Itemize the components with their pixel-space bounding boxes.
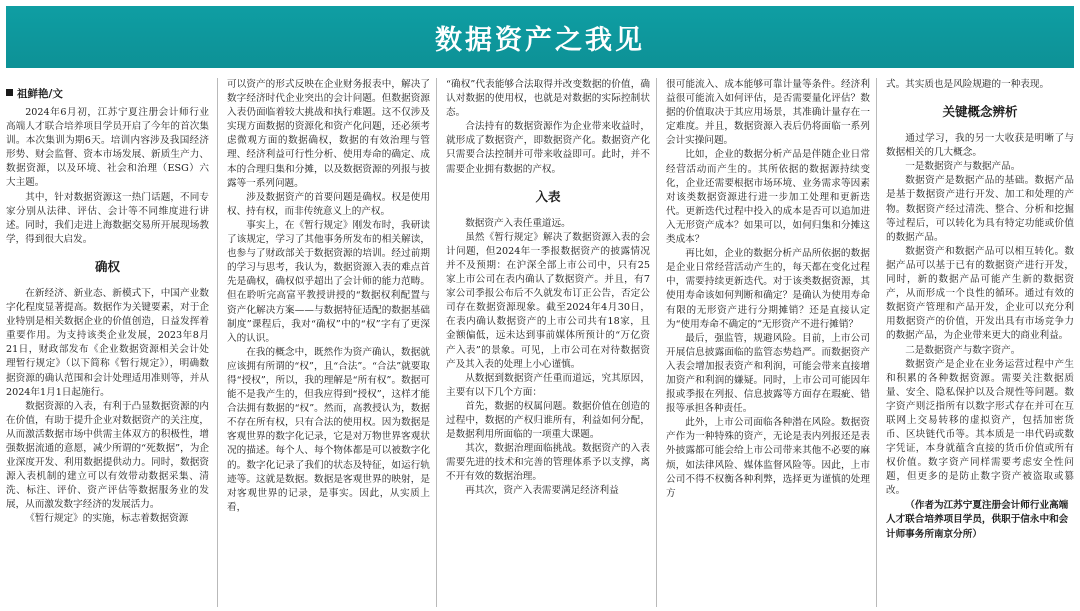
paragraph: 在新经济、新业态、新模式下，中国产业数字化程度显著提高。数据作为关键要素，对于企业特别是相关数据企业的价值创造，日益发挥着重要作用。为支持该类企业发展，2023年8月21日，财政部发布《企业数据资源相关会计处理暂行规定》（以下简称《暂行规定》），明确数据资源的确认范围和会计处理适用准则等，并从2024年1月1日起施行。 (6, 287, 209, 398)
paragraph: 再其次，资产入表需要满足经济利益 (465, 485, 619, 497)
paragraph: “确权”代表能够合法取得并改变数据的价值，确认对数据的使用权，也就是对数据的实际控制状态。 (446, 79, 650, 119)
section-heading-guanjian: 关键概念辨析 (942, 104, 1018, 120)
article-body (6, 78, 1074, 607)
paragraph: 首先，数据的权属问题。数据价值在创造的过程中，数据的产权归谁所有，利益如何分配，是数据利用所面临的一项重大课题。 (446, 400, 650, 441)
paragraph: 比如，企业的数据分析产品是伴随企业日常经营活动而产生的。其所依据的数据源持续变化，企业还需要根据市场环境、业务需求等因素对该类数据资源进行进一步加工处理和更新迭代。更新迭代过程中投入的成本是否可以追加进入无形资产成本？如果可以，如何归集和分摊这类成本？ (666, 149, 870, 246)
section-heading-rubiao: 入表 (535, 188, 561, 204)
column-1 (6, 78, 209, 607)
paragraph: 《暂行规定》的实施，标志着数据资源 (25, 513, 189, 525)
paragraph: 数据资产和数据产品可以相互转化。数据产品可以基于已有的数据资产进行开发，同时，新的数据产品可能产生新的数据资产，从而形成一个良性的循环。通过有效的数据资产管理和产品开发，企业可以充分利用数据资产的价值，开发出具有市场竞争力的数据产品，为企业带来更大的商业利益。 (886, 245, 1074, 342)
paragraph: 数据资产是数据产品的基础。数据产品是基于数据资产进行开发、加工和处理的产物。数据资产经过清洗、整合、分析和挖掘等过程后，可以转化为具有特定功能或价值的数据产品。 (886, 175, 1074, 243)
author-note: （作者为江苏宁夏注册会计师行业高端人才联合培养项目学员，供职于信永中和会计师事务所南京分所） (886, 499, 1069, 540)
paragraph: 数据资产入表任重道远。 (465, 217, 571, 229)
column-2 (217, 78, 430, 607)
paragraph: 合法持有的数据资源作为企业带来收益时，就形成了数据资产，即数据资产化。数据资产化只需要合法控制并可带来收益即可。此时，并不需要企业拥有数据的产权。 (446, 121, 650, 175)
paragraph: 可以资产的形式反映在企业财务报表中，解决了数字经济时代企业突出的会计问题。但数据资源入表仍面临着较大挑战和执行难题。这不仅涉及实现方面数据的资源化和资产化问题，还必须考虑微观方面的数据确权，数据的有效治理与管理、经济利益可行性分析、使用寿命的确定、成本的合理归集和分摊，以及数据资源的列报与披露等一系列问题。 (227, 79, 430, 189)
paragraph: 数据资源的入表，有利于凸显数据资源的内在价值，有助于提升企业对数据资产的关注度，从而激活数据市场中供需主体双方的积极性，增强数据流通的意愿，减少所谓的“死数据”，为企业深度开发、利用数据提供动力。同时，数据资源入表机制的建立可以有效带动数据采集、清洗、标注、评价、资产评估等数据服务业的发展，从而激发数字经济的发展活力。 (6, 400, 209, 511)
paragraph: 二是数据资产与数字资产。 (905, 344, 1021, 356)
column-4 (656, 78, 870, 607)
paragraph: 涉及数据资产的首要问题是确权。权是使用权、持有权，而非传统意义上的产权。 (227, 191, 430, 217)
paragraph: 其中，针对数据资源这一热门话题，不同专家分别从法律、评估、会计等不同维度进行讲述。同时，我们走进上海数据交易所开展现场教学，得到很大启发。 (6, 191, 209, 245)
paragraph: 通过学习，我的另一大收获是明晰了与数据相关的几大概念。 (886, 133, 1074, 159)
paragraph: 式。其实质也是风险规避的一种表现。 (886, 79, 1050, 90)
square-bullet-icon (6, 89, 13, 96)
paragraph: 此外，上市公司面临各种潜在风险。数据资产作为一种特殊的资产，无论是表内列报还是表外披露都可能会给上市公司带来其他不必要的麻烦，如法律风险、媒体监督风险等。因此，上市公司不得不权衡各种利弊，选择更为谨慎的处理方 (666, 417, 870, 499)
article-title: 数据资产之我见 (435, 24, 645, 56)
paragraph: 很可能流入、成本能够可靠计量等条件。经济利益很可能流入如何评估，是否需要量化评估？数据的价值取决于其应用场景，其准确计量存在一定难度。并且，数据资源入表后仍将面临一系列会计实操问题。 (666, 79, 870, 147)
section-heading-quequan: 确权 (94, 258, 120, 274)
paragraph: 最后，强监管，规避风险。目前，上市公司开展信息披露面临的监管态势趋严。而数据资产入表会增加报表资产和利润，可能会带来直接增加资产和利润的嫌疑。同时，上市公司可能因年报或季报在列报、信息披露等方面存在瑕疵、错报等承担各种责任。 (666, 332, 870, 415)
paragraph: 2024年6月初，江苏宁夏注册会计师行业高端人才联合培养项目学员开启了今年的首次集训。本次集训为期6天。培训内容涉及我国经济形势、财会监督、资本市场发展、新质生产力、数据资源，以及环境、社会和治理（ESG）六大主题。 (6, 107, 209, 189)
author-name: 祖鲜艳/文 (17, 88, 63, 100)
paragraph: 从数据到数据资产任重而道远，究其原因，主要有以下几个方面： (446, 372, 650, 398)
paragraph: 事实上，在《暂行规定》刚发布时，我研读了该规定，学习了其他事务所发布的相关解读，也参与了财政部关于数据资源的培训。经过前期的学习与思考，我认为，数据资源入表的难点首先是确权，确权似乎超出了会计师的能力范畴。但在聆听完高富平教授讲授的“数据权利配置与资产化解决方案——与数据特征适配的数据基础制度”课程后，我对“确权”中的“权”字有了更深入的认识。 (227, 219, 430, 344)
paragraph: 在我的概念中，既然作为资产确认，数据就应该拥有所谓的“权”，且“合法”。“合法”就要取得“授权”，所以，我的理解是“所有权”。数据可能不是我产生的，但我应得到“授权”，这样才能合法拥有数据的“权”。然而，高教授认为，数据不存在所有权，只有合法的使用权。因为数据是客观世界的数字化记录，它是对万物世界客观状况的描述。每个人、每个物体都是可以被数字化的。数字化记录了我们的状态及特征，如运行轨迹等。这就是数据。数据是客观世界的映射，是对客观世界的记录，是事实。因此，从实质上看， (227, 346, 430, 513)
paragraph: 再比如，企业的数据分析产品所依据的数据是企业日常经营活动产生的，每天都在变化过程中，需要持续更新迭代。对于该类数据资源，其使用寿命该如何判断和确定？是确认为使用寿命有限的无形资产进行分期摊销？还是直接认定为“使用寿命不确定的”无形资产不进行摊销？ (666, 248, 870, 330)
title-banner (6, 6, 1074, 68)
paragraph: 一是数据资产与数据产品。 (905, 161, 1021, 173)
byline (6, 86, 209, 102)
paragraph: 虽然《暂行规定》解决了数据资源入表的会计问题，但2024年一季报数据资产的披露情况并不及预期：在沪深全部上市公司中，只有25家上市公司在表内确认了数据资产。并且，有7家公司季报公布后不久就发布订正公告，否定公司存在数据资源现象。截至2024年4月30日，在表内确认数据资产的上市公司共有18家，且金额偏低，远未达到事前媒体所预计的“万亿资产入表”的景象。可见，上市公司在对待数据资产及其入表的处理上小心谨慎。 (446, 231, 650, 370)
column-5 (876, 78, 1074, 607)
column-3 (436, 78, 650, 607)
paragraph: 其次，数据治理面临挑战。数据资产的入表需要先进的技术和完善的管理体系予以支撑，离不开有效的数据治理。 (446, 443, 650, 483)
paragraph: 数据资产是企业在业务运营过程中产生和积累的各种数据资源。需要关注数据质量、安全、隐私保护以及合规性等问题。数字资产则泛指所有以数字形式存在并可在互联网上交易转移的虚拟资产，包括加密货币、区块链代币等。其本质是一串代码或数字凭证，本身就蕴含直接的货币价值或所有权价值。数字资产同样需要考虑安全性问题，但更多的是防止数字资产被盗取或篡改。 (886, 358, 1074, 497)
